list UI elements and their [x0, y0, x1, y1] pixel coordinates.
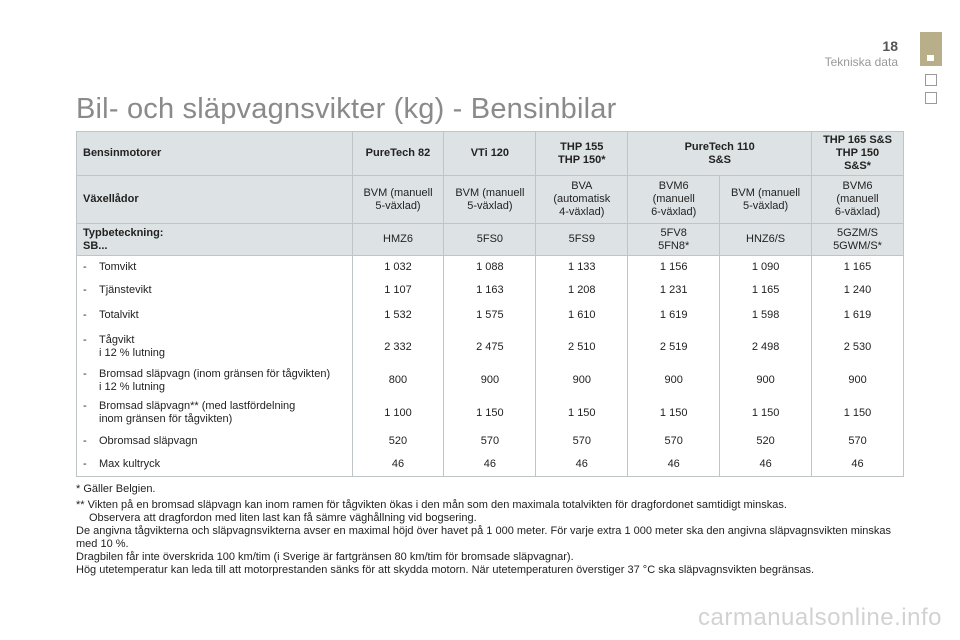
table-cell: 1 231: [628, 279, 720, 302]
watermark: carmanualsonline.info: [698, 604, 942, 631]
engine-col-4: PureTech 110 S&S: [628, 132, 812, 176]
note-temperature: Hög utetemperatur kan leda till att motorprestanden sänks för att skydda motorn. När utetemperaturen överstiger 37 °C ska släpvagnsvikten begränsas.: [76, 564, 815, 576]
table-row: [77, 453, 904, 477]
table-cell: 1 100: [352, 397, 444, 430]
row-label-text: Bromsad släpvagn (inom gränsen för tågvikten) i 12 % lutning: [99, 367, 331, 393]
row-label: [77, 302, 353, 330]
table-cell: 1 575: [444, 302, 536, 330]
gearbox-row: [77, 176, 904, 224]
gearbox-cell: BVM6 (manuell 6-växlad): [812, 176, 904, 224]
row-label-text: Tågvikt i 12 % lutning: [99, 334, 166, 359]
footnote-2: ** Vikten på en bromsad släpvagn kan inom ramen för tågvikten ökas i den mån som den maximala totalvikten för dragfordonet samtidigt minskas.: [76, 499, 787, 511]
table-cell: 570: [536, 430, 628, 453]
table-cell: 1 208: [536, 279, 628, 302]
gearbox-cell: BVM (manuell 5-växlad): [444, 176, 536, 224]
table-row: [77, 430, 904, 453]
gearbox-cell: BVA (automatisk 4-växlad): [536, 176, 628, 224]
footnote-2-cont: Observera att dragfordon med liten last kan få sämre väghållning vid bogsering.: [89, 512, 477, 524]
row-dash: -: [83, 457, 87, 470]
table-row: [77, 279, 904, 302]
type-cell: 5FS0: [444, 224, 536, 256]
gearbox-label: Växellådor: [77, 176, 353, 224]
row-dash: -: [83, 434, 87, 447]
table-cell: 2 498: [720, 330, 812, 365]
type-cell: HMZ6: [352, 224, 444, 256]
table-cell: 1 150: [536, 397, 628, 430]
table-cell: 900: [628, 365, 720, 397]
table-cell: 1 156: [628, 256, 720, 279]
table-cell: 2 519: [628, 330, 720, 365]
table-cell: 1 133: [536, 256, 628, 279]
square-icon: [927, 55, 934, 61]
gearbox-cell: BVM (manuell 5-växlad): [352, 176, 444, 224]
engine-col-5: THP 165 S&S THP 150 S&S*: [812, 132, 904, 176]
table-cell: 46: [628, 453, 720, 477]
table-cell: 1 088: [444, 256, 536, 279]
row-dash: -: [83, 309, 87, 321]
type-label: Typbeteckning: SB...: [77, 224, 353, 256]
table-cell: 800: [352, 365, 444, 397]
row-label-text: Max kultryck: [99, 457, 161, 470]
table-row: [77, 302, 904, 330]
engine-col-1: PureTech 82: [352, 132, 444, 176]
row-label: [77, 453, 353, 477]
table-row: [77, 330, 904, 365]
nav-tab-empty-2[interactable]: [925, 92, 937, 104]
section-name: Tekniska data: [824, 55, 898, 69]
table-cell: 1 165: [720, 279, 812, 302]
row-label-text: Tomvikt: [99, 260, 137, 273]
table-cell: 46: [720, 453, 812, 477]
table-cell: 46: [352, 453, 444, 477]
table-cell: 2 475: [444, 330, 536, 365]
row-label-text: Tjänstevikt: [99, 283, 152, 296]
weights-body: [77, 256, 904, 477]
row-label-text: Obromsad släpvagn: [99, 434, 198, 447]
engine-header-row: [77, 132, 904, 176]
nav-tab-active[interactable]: [920, 32, 942, 66]
row-dash: -: [83, 283, 87, 296]
table-row: [77, 397, 904, 430]
table-cell: 2 332: [352, 330, 444, 365]
table-cell: 2 510: [536, 330, 628, 365]
table-cell: 900: [444, 365, 536, 397]
row-label-text: Bromsad släpvagn** (med lastfördelning inom gränsen för tågvikten): [99, 400, 296, 425]
row-label: [77, 397, 353, 430]
table-cell: 570: [812, 430, 904, 453]
nav-tab-empty-1[interactable]: [925, 74, 937, 86]
table-cell: 1 150: [628, 397, 720, 430]
note-altitude: De angivna tågvikterna och släpvagnsvikterna avser en maximal höjd över havet på 1 000 meter. För varje extra 1 000 meter ska den angivna släpvagnsvikten minskas med 10 %.: [76, 525, 892, 550]
table-cell: 1 532: [352, 302, 444, 330]
table-row: [77, 365, 904, 397]
table-cell: 2 530: [812, 330, 904, 365]
type-cell: 5FV8 5FN8*: [628, 224, 720, 256]
table-cell: 1 165: [812, 256, 904, 279]
table-cell: 520: [720, 430, 812, 453]
table-cell: 1 163: [444, 279, 536, 302]
type-cell: 5GZM/S 5GWM/S*: [812, 224, 904, 256]
table-cell: 1 150: [444, 397, 536, 430]
table-cell: 520: [352, 430, 444, 453]
note-speed: Dragbilen får inte överskrida 100 km/tim (i Sverige är fartgränsen 80 km/tim för bromsade släpvagnar).: [76, 551, 574, 563]
table-cell: 46: [812, 453, 904, 477]
table-cell: 1 240: [812, 279, 904, 302]
table-cell: 46: [536, 453, 628, 477]
gearbox-cell: BVM (manuell 5-växlad): [720, 176, 812, 224]
row-label: [77, 256, 353, 279]
table-cell: 1 619: [628, 302, 720, 330]
row-dash: -: [83, 334, 87, 346]
page-title: Bil- och släpvagnsvikter (kg) - Bensinbilar: [76, 93, 617, 125]
table-cell: 900: [536, 365, 628, 397]
table-cell: 570: [628, 430, 720, 453]
table-cell: 1 610: [536, 302, 628, 330]
page-number: 18: [882, 38, 898, 54]
row-label: [77, 430, 353, 453]
table-cell: 1 598: [720, 302, 812, 330]
table-cell: 1 032: [352, 256, 444, 279]
engine-header-label: Bensinmotorer: [77, 132, 353, 176]
row-dash: -: [83, 400, 87, 412]
table-cell: 1 619: [812, 302, 904, 330]
row-label: [77, 330, 353, 365]
footnotes: [76, 483, 906, 577]
gearbox-cell: BVM6 (manuell 6-växlad): [628, 176, 720, 224]
weights-table: [76, 131, 904, 477]
row-label: [77, 365, 353, 397]
footnote-1: * Gäller Belgien.: [76, 483, 156, 495]
row-dash: -: [83, 367, 87, 380]
table-cell: 1 150: [812, 397, 904, 430]
table-cell: 900: [720, 365, 812, 397]
table-cell: 1 107: [352, 279, 444, 302]
table-cell: 900: [812, 365, 904, 397]
row-dash: -: [83, 260, 87, 273]
table-cell: 570: [444, 430, 536, 453]
engine-col-3: THP 155 THP 150*: [536, 132, 628, 176]
type-row: [77, 224, 904, 256]
row-label: [77, 279, 353, 302]
table-cell: 1 150: [720, 397, 812, 430]
table-row: [77, 256, 904, 279]
type-cell: HNZ6/S: [720, 224, 812, 256]
engine-col-2: VTi 120: [444, 132, 536, 176]
table-cell: 1 090: [720, 256, 812, 279]
type-cell: 5FS9: [536, 224, 628, 256]
row-label-text: Totalvikt: [99, 309, 139, 321]
table-cell: 46: [444, 453, 536, 477]
